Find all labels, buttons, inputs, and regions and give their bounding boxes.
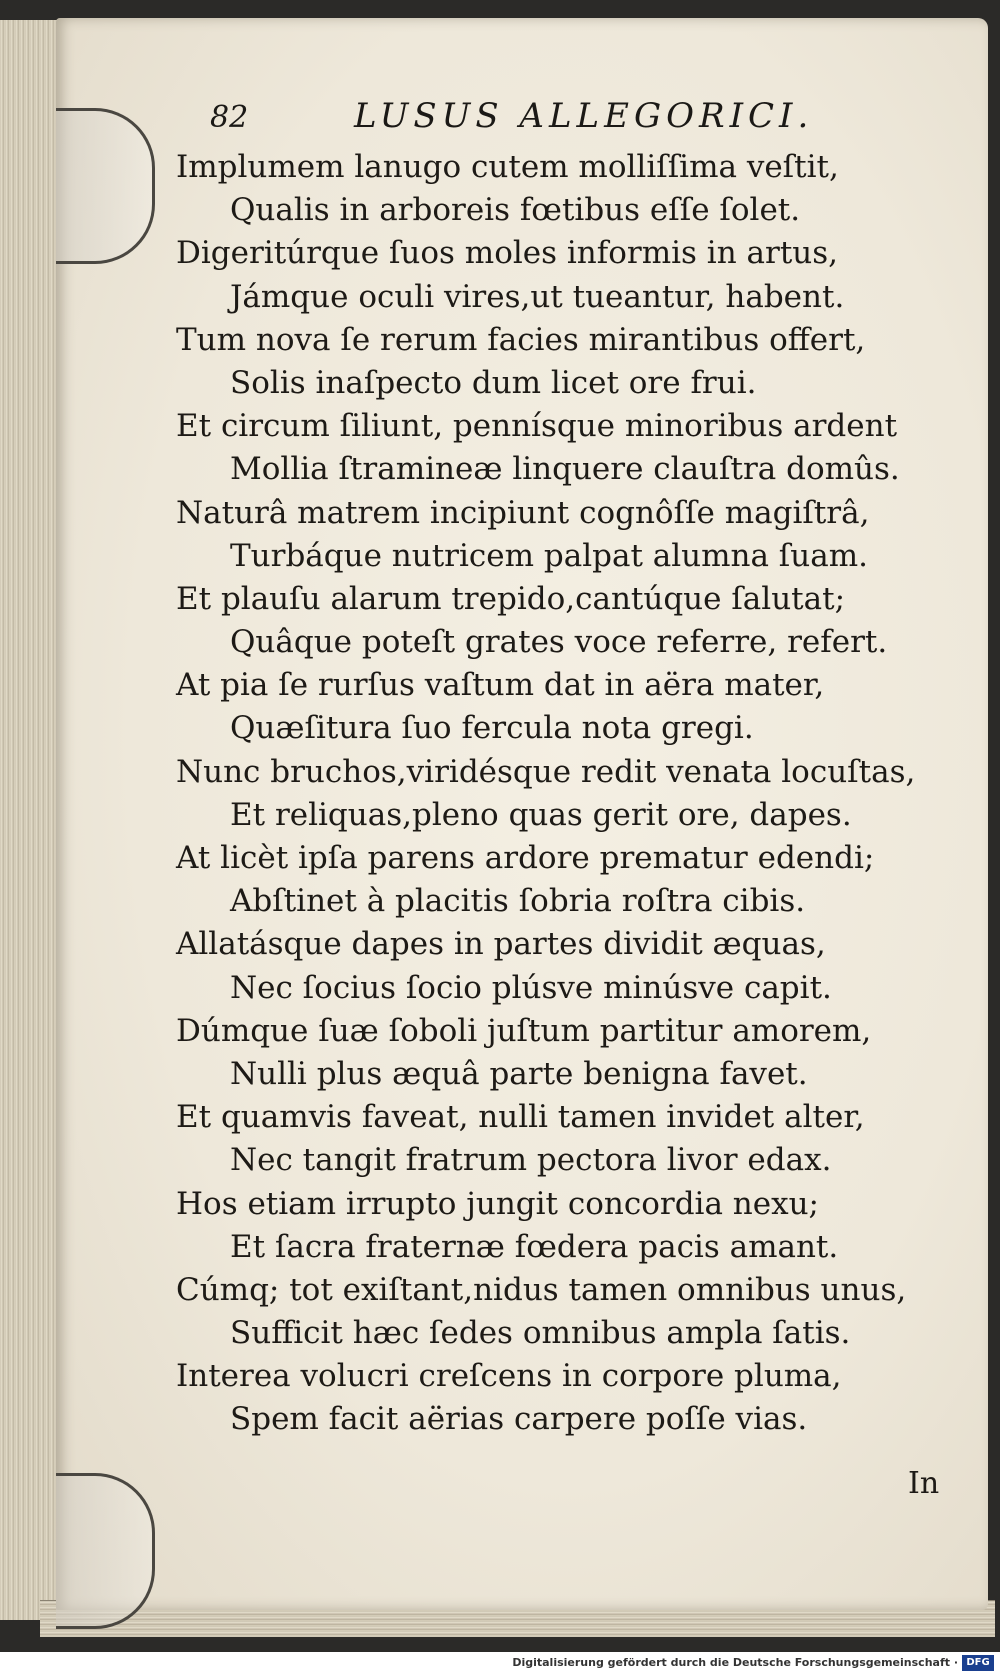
page-clip-top (56, 108, 155, 264)
funding-credit: Digitalisierung gefördert durch die Deutsche Forschungsgemeinschaft · (512, 1656, 958, 1669)
verse-line: Interea volucri creſcens in corpore pluma, (176, 1358, 842, 1395)
dfg-logo: DFG (962, 1655, 994, 1671)
verse-line: Nulli plus æquâ parte benigna favet. (230, 1055, 808, 1092)
verse-line: Jámque oculi vires,ut tueantur, habent. (230, 278, 845, 315)
verse-line: Implumem lanugo cutem molliſſima veſtit, (176, 149, 839, 185)
verse-line: Cúmq; tot exiſtant,nidus tamen omnibus unus, (176, 1271, 907, 1308)
verse-line: Quâque poteſt grates voce referre, refert. (230, 624, 888, 661)
verse-line: Turbáque nutricem palpat alumna ſuam. (230, 537, 868, 574)
verse-line: Et quamvis faveat, nulli tamen invidet alter, (176, 1099, 865, 1136)
verse-line: Sufficit hæc ſedes omnibus ampla ſatis. (230, 1315, 851, 1352)
book-page (56, 18, 988, 1610)
digitization-footer (0, 1652, 1000, 1675)
verse-line: Spem facit aërias carpere poſſe vias. (230, 1401, 808, 1438)
book-page-edges-left (0, 20, 64, 1620)
verse-line: Solis inaſpecto dum licet ore frui. (230, 364, 757, 401)
verse-line: Et ſacra fraternæ fœdera pacis amant. (230, 1228, 839, 1265)
poem-text (176, 146, 1000, 1442)
verse-line: Nec ſocius ſocio plúsve minúsve capit. (230, 969, 832, 1006)
verse-line: Et plauſu alarum trepido,cantúque ſalutat; (176, 580, 846, 617)
verse-line: Mollia ſtramineæ linquere clauſtra domûs. (230, 451, 900, 488)
verse-line: Nunc bruchos,viridésque redit venata locuſtas, (176, 753, 916, 790)
verse-line: Hos etiam irrupto jungit concordia nexu; (176, 1185, 819, 1222)
verse-line: Qualis in arboreis fœtibus eſſe ſolet. (230, 192, 801, 229)
verse-line: Nec tangit fratrum pectora livor edax. (230, 1142, 832, 1179)
verse-line: Allatásque dapes in partes dividit æquas, (176, 926, 826, 963)
verse-line: At pia ſe rurſus vaſtum dat in aëra mater, (176, 667, 825, 704)
verse-line: Abſtinet à placitis ſobria roſtra cibis. (230, 883, 806, 920)
verse-line: Naturâ matrem incipiunt cognôſſe magiſtrâ, (176, 494, 870, 531)
verse-line: Digeritúrque ſuos moles informis in artus, (176, 235, 839, 272)
page-header (206, 94, 966, 146)
verse-line: Dúmque ſuæ ſoboli juſtum partitur amorem, (176, 1012, 872, 1049)
verse-line: Tum nova ſe rerum facies mirantibus offert, (176, 321, 866, 358)
page-clip-bottom (56, 1473, 155, 1629)
running-title: LUSUS ALLEGORICI. (354, 96, 814, 136)
verse-line: Et circum ſiliunt, pennísque minoribus ardent (176, 408, 898, 445)
verse-line: At licèt ipſa parens ardore prematur edendi; (176, 840, 875, 876)
catchword: In (908, 1466, 940, 1501)
verse-line: Et reliquas,pleno quas gerit ore, dapes. (230, 796, 852, 833)
verse-line: Quæſitura ſuo fercula nota gregi. (230, 710, 754, 747)
page-number: 82 (210, 100, 249, 135)
